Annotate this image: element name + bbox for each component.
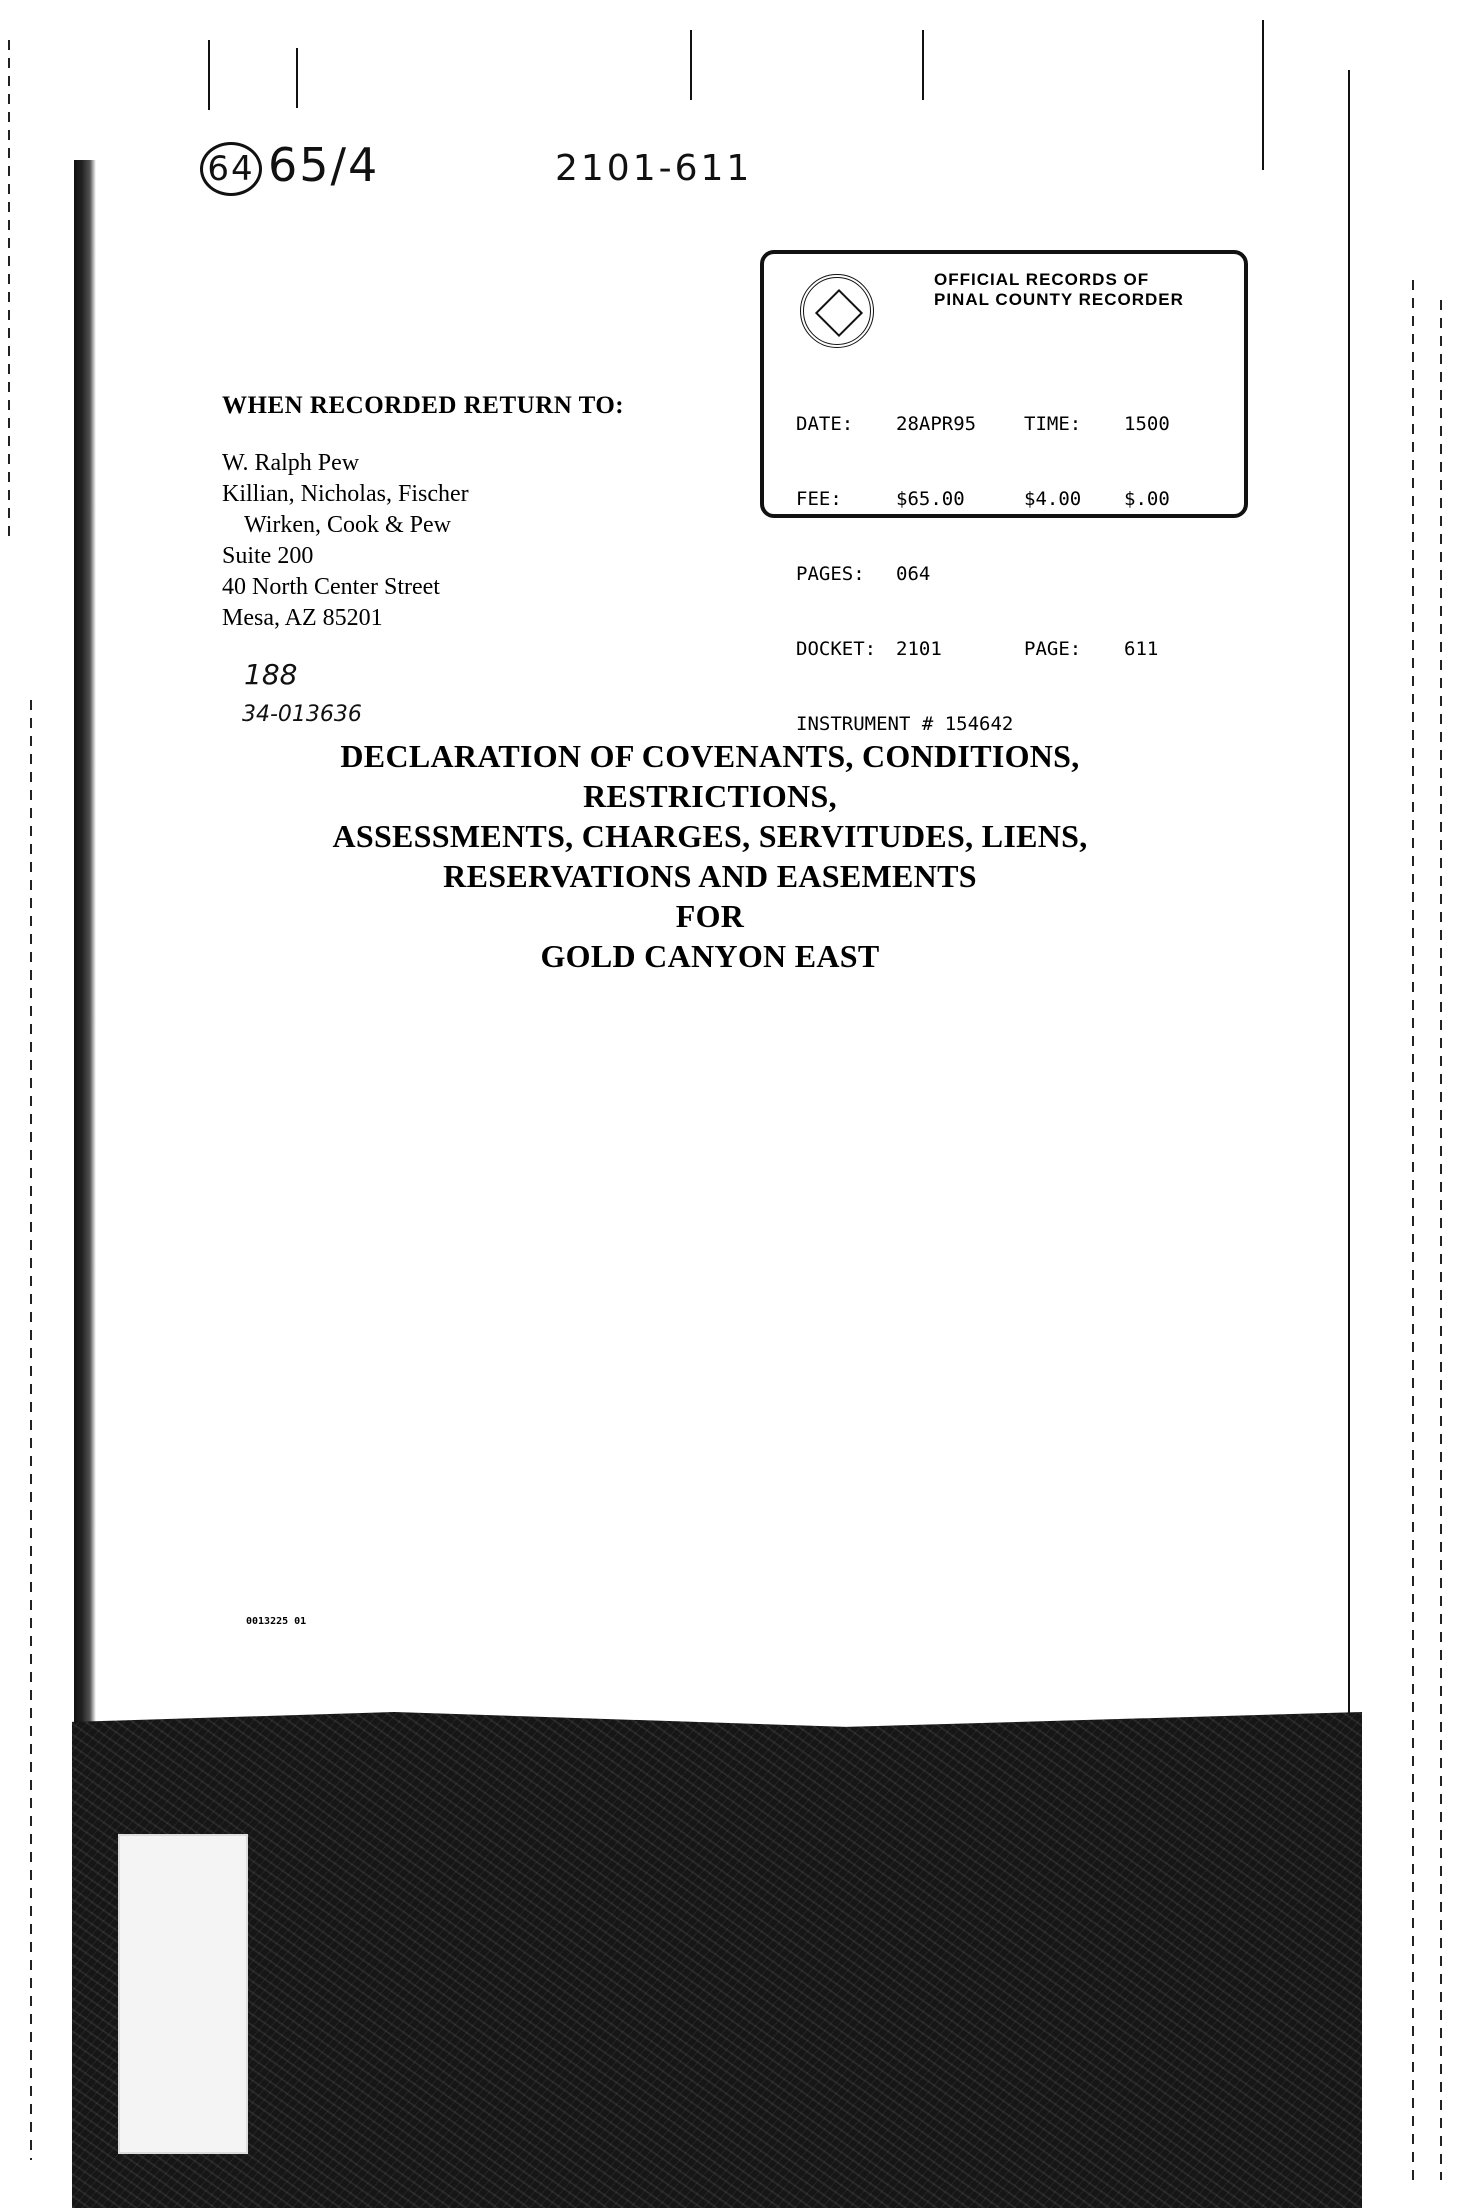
- return-to-heading: WHEN RECORDED RETURN TO:: [222, 392, 625, 419]
- handwritten-ref: 65/4: [268, 138, 380, 192]
- scan-white-tab: [118, 1834, 248, 2154]
- stamp-row-pages: PAGES: 064: [796, 563, 931, 585]
- docket-page-number: 2101-611: [555, 148, 753, 189]
- stamp-row-fee: FEE: $65.00 $4.00 $.00: [796, 488, 1170, 510]
- scan-artifact-line: [208, 40, 210, 110]
- scan-artifact-line: [1262, 20, 1264, 170]
- address-line: Killian, Nicholas, Fischer: [222, 481, 469, 507]
- address-line: Suite 200: [222, 543, 314, 569]
- title-line: FOR: [675, 898, 745, 934]
- recorder-office: [934, 270, 1184, 310]
- title-line: RESTRICTIONS,: [583, 778, 837, 814]
- address-line: 40 North Center Street: [222, 574, 440, 600]
- stamp-row-date: DATE: 28APR95 TIME: 1500: [796, 413, 1170, 435]
- recorder-stamp: [760, 250, 1248, 735]
- title-line: GOLD CANYON EAST: [540, 938, 880, 974]
- title-line: DECLARATION OF COVENANTS, CONDITIONS,: [340, 738, 1080, 774]
- handwritten-reference: [200, 138, 379, 196]
- stamp-row-docket: DOCKET: 2101 PAGE: 611: [796, 638, 1159, 660]
- scan-artifact-line: [8, 40, 10, 540]
- title-line: RESERVATIONS AND EASEMENTS: [443, 858, 977, 894]
- file-code: 0013225 01: [246, 1616, 307, 1627]
- scan-artifact-line: [1440, 300, 1442, 2180]
- address-line: Wirken, Cook & Pew: [244, 512, 452, 538]
- scan-artifact-line: [296, 48, 298, 108]
- stamp-rows: [796, 362, 1170, 787]
- document-title: [240, 736, 1180, 976]
- office-line-2: PINAL COUNTY RECORDER: [934, 290, 1184, 309]
- scan-artifact-line: [922, 30, 924, 100]
- stamp-row-instrument: INSTRUMENT # 154642: [796, 713, 1014, 735]
- handwritten-note: 188: [244, 658, 298, 691]
- address-line: Mesa, AZ 85201: [222, 605, 383, 631]
- scan-dark-band: [72, 1712, 1362, 2208]
- county-seal-icon: [800, 274, 874, 348]
- circled-number: 64: [200, 142, 262, 196]
- return-to-address: [222, 448, 469, 634]
- scan-artifact-line: [1412, 280, 1414, 2180]
- address-line: W. Ralph Pew: [222, 450, 360, 476]
- handwritten-note: 34-013636: [242, 702, 362, 727]
- scan-artifact-line: [690, 30, 692, 100]
- title-line: ASSESSMENTS, CHARGES, SERVITUDES, LIENS,: [332, 818, 1088, 854]
- office-line-1: OFFICIAL RECORDS OF: [934, 270, 1150, 289]
- scan-artifact-line: [30, 700, 32, 2160]
